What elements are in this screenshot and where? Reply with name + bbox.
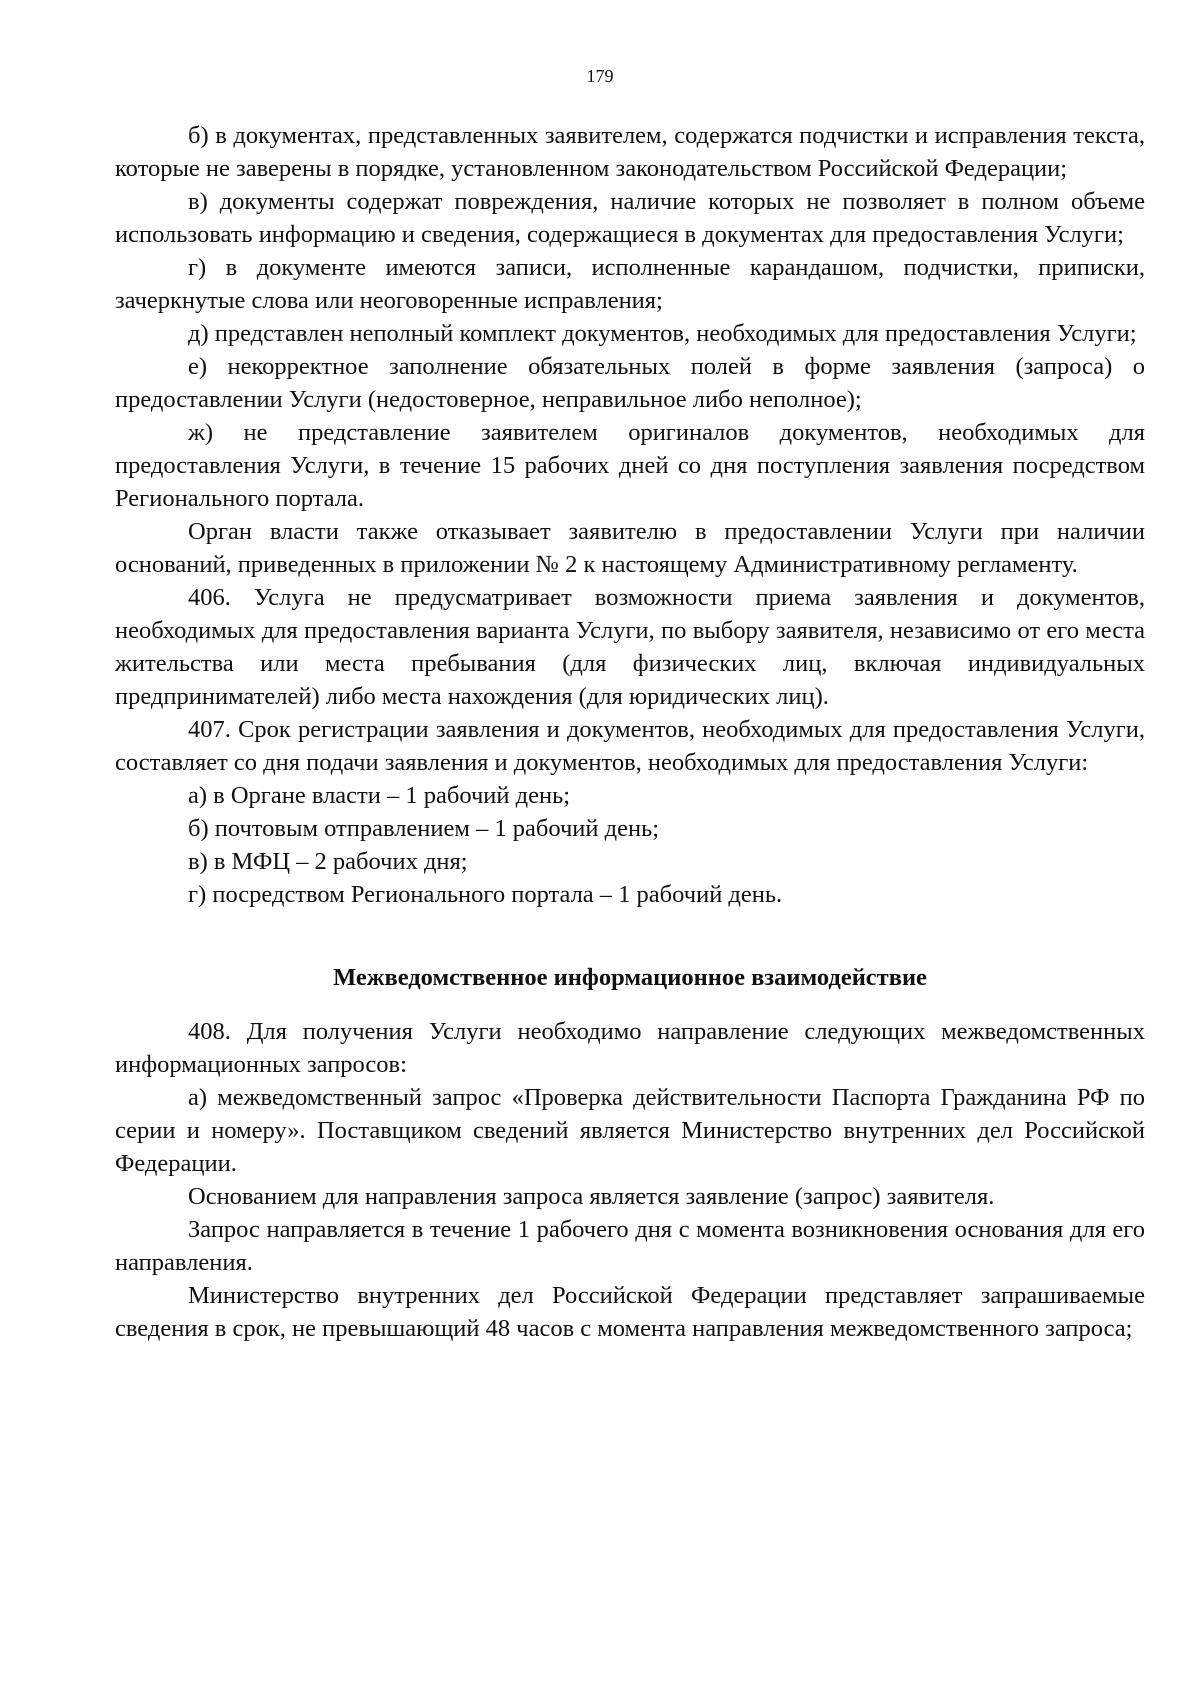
paragraph-406: 406. Услуга не предусматривает возможности приема заявления и документов, необходимых для предоставления варианта Услуги, по выбору заявителя, независимо от его места жительства или места пребывания (для физических лиц, включая индивидуальных предпринимателей) либо места нахождения (для юридических лиц). [115,584,1145,710]
list-item-registration-b: б) почтовым отправлением – 1 рабочий день; [188,815,660,842]
paragraph-refusal-g: г) в документе имеются записи, исполненные карандашом, подчистки, приписки, зачеркнутые слова или неоговоренные исправления; [115,254,1145,314]
paragraph-refusal-zh: ж) не представление заявителем оригиналов документов, необходимых для предоставления Услуги, в течение 15 рабочих дней со дня поступления заявления посредством Регионального портала. [115,419,1145,512]
page-number: 179 [586,66,614,86]
paragraph-request-a: а) межведомственный запрос «Проверка действительности Паспорта Гражданина РФ по серии и номеру». Поставщиком сведений является Министерство внутренних дел Российской Федерации. [115,1084,1145,1177]
list-item-registration-g: г) посредством Регионального портала – 1 рабочий день. [188,881,783,908]
paragraph-407: 407. Срок регистрации заявления и документов, необходимых для предоставления Услуги, составляет со дня подачи заявления и документов, необходимых для предоставления Услуги: [115,716,1145,776]
paragraph-refusal-d: д) представлен неполный комплект документов, необходимых для предоставления Услуги; [188,320,1137,347]
paragraph-408: 408. Для получения Услуги необходимо направление следующих межведомственных информационных запросов: [115,1018,1145,1078]
paragraph-refusal-b: б) в документах, представленных заявителем, содержатся подчистки и исправления текста, которые не заверены в порядке, установленном законодательством Российской Федерации; [115,122,1145,182]
paragraph-request-basis: Основанием для направления запроса является заявление (запрос) заявителя. [188,1183,995,1210]
paragraph-refusal-e: е) некорректное заполнение обязательных полей в форме заявления (запроса) о предоставлении Услуги (недостоверное, неправильное либо неполное); [115,353,1145,413]
list-item-registration-a: а) в Органе власти – 1 рабочий день; [188,782,571,809]
paragraph-refusal-v: в) документы содержат повреждения, наличие которых не позволяет в полном объеме использовать информацию и сведения, содержащиеся в документах для предоставления Услуги; [115,188,1145,248]
paragraph-request-response: Министерство внутренних дел Российской Федерации представляет запрашиваемые сведения в срок, не превышающий 48 часов с момента направления межведомственного запроса; [115,1282,1145,1342]
paragraph-additional-grounds: Орган власти также отказывает заявителю в предоставлении Услуги при наличии оснований, приведенных в приложении № 2 к настоящему Административному регламенту. [115,518,1145,578]
section-heading: Межведомственное информационное взаимодействие [333,964,927,991]
document-body [115,119,1145,1345]
list-item-registration-v: в) в МФЦ – 2 рабочих дня; [188,848,468,875]
paragraph-request-timing: Запрос направляется в течение 1 рабочего дня с момента возникновения основания для его направления. [115,1216,1145,1276]
